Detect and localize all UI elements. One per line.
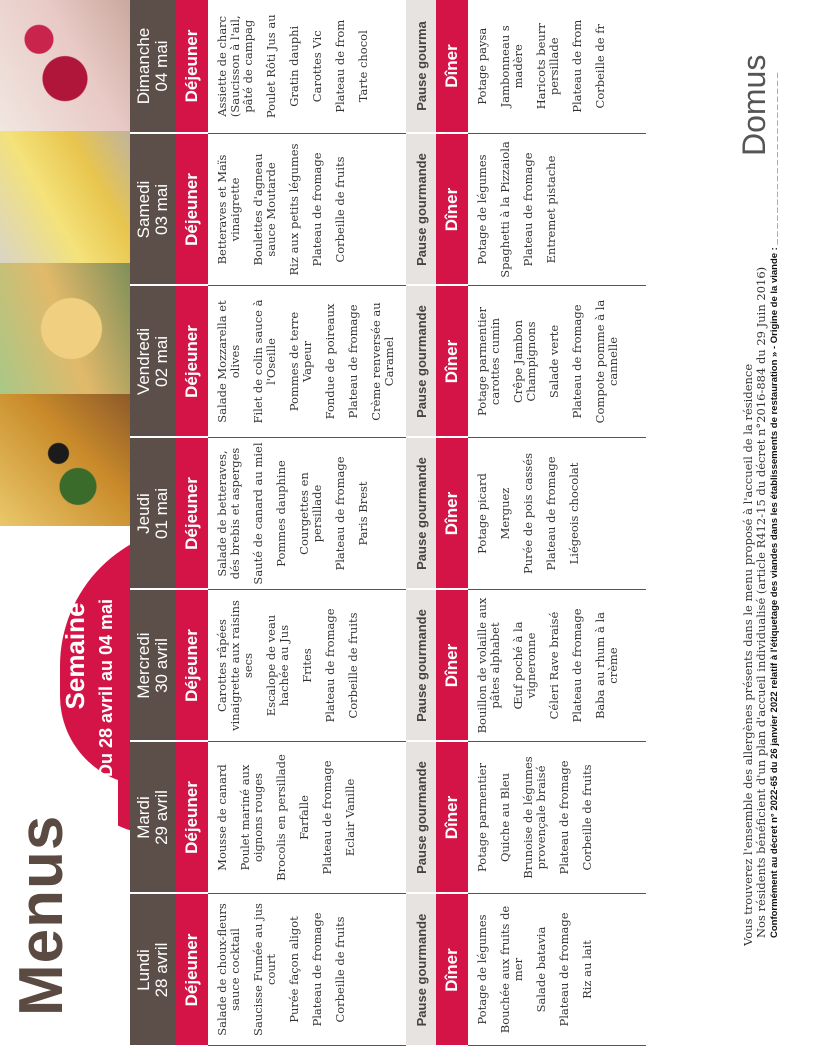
pause-label: Pause gourmande [406,134,436,286]
dish-item: Riz au lait [580,940,594,999]
dish-item: Plateau de fromage [557,912,571,1027]
dish-item: Fondue de poireaux [323,303,337,420]
food-photos [0,0,130,526]
dish-list [208,286,406,438]
dish-item: Brocolis en persillade [274,754,288,881]
pause-label: Pause gourmande [406,438,436,590]
dish-item: Betteraves et Maïs vinaigrette [215,154,242,265]
day-header [130,0,176,134]
meal-header: Dîner [436,134,468,286]
day-name: Vendredi [134,327,153,396]
dish-item: Boulettes d'agneau sauce Moutarde [251,153,278,266]
food-photo-dessert-image [0,0,130,132]
dish-item: Merguez [498,487,512,540]
dish-item: Plateau de fromage [310,912,324,1027]
footer-allergens-note: Vous trouverez l'ensemble des allergènes présents dans le menu proposé à l'accueil de la résidence [741,363,755,946]
dish-item: Œuf poché à la vigneronne [511,621,538,710]
day-date: 29 avril [152,790,171,845]
food-photo-appetizer-image [0,395,130,527]
day-header [130,742,176,894]
meal2-header-row [436,0,468,1046]
dish-item: Compote pomme à la cannelle [593,299,620,424]
food-photo-cheese-image [0,132,130,264]
dish-item: Farfalle [297,795,311,840]
footer-meat-origin-note: Conformément au décret n° 2022-65 du 26 janvier 2022 relatif à l'étiquetage des viandes dans les établissements de restauration » - Origine de la viande : _ _ _ _ _ _ _ _ _ _ _ _ _ _ _ _ _ _ _ _ _ _ [769,72,780,938]
dish-item: Courgettes en persillade [297,472,324,555]
dish-item: Sauté de canard au miel [251,442,265,585]
dish-item: Salade verte [547,324,561,399]
meal-header: Dîner [436,590,468,742]
meal-header: Dîner [436,742,468,894]
dish-item: Quiche au Bleu [498,772,512,863]
dish-item: Carottes râpées vinaigrette aux raisins secs [215,600,255,731]
meal-header: Déjeuner [176,286,208,438]
meal-header: Déjeuner [176,0,208,134]
week-title: Semaine [60,602,90,710]
meal1-dishes-row [208,0,406,1046]
dish-item: Corbeille de fr [593,24,607,109]
dish-item: Potage de légumes [475,154,489,265]
dish-item: Plateau de fromage [570,608,584,723]
day-header [130,134,176,286]
dish-list [468,286,646,438]
dish-item: Plateau de fromage [570,304,584,419]
dish-item: Potage paysa [475,27,489,105]
dish-item: Potage parmentier [475,763,489,872]
dish-item: Pommes dauphine [274,460,288,567]
dish-item: Eclair Vanille [343,778,357,857]
meal-header: Dîner [436,0,468,134]
footer-plan-note: Nos résidents bénéficient d'un plan d'accueil individualisé (article R412-15 du décret n°2016-884 du 29 Juin 2016) [754,266,768,938]
day-date: 03 mai [152,183,171,236]
dish-item: Escalope de veau hachée au Jus [264,614,291,717]
day-date: 01 mai [152,487,171,540]
pause-label: Pause gourmande [406,894,436,1046]
day-date: 02 mai [152,335,171,388]
meal-header: Dîner [436,286,468,438]
dish-item: Bouillon de volaille aux pâtes alphabet [475,597,502,734]
dish-item: Jambonneau s madère [498,25,525,108]
dish-list [208,742,406,894]
dish-item: Purée façon aligot [287,916,301,1023]
day-header [130,894,176,1046]
day-name: Mercredi [134,632,153,699]
dish-item: Potage picard [475,473,489,554]
day-header [130,438,176,590]
dish-list [468,0,646,134]
day-name: Dimanche [134,27,153,105]
meal-header: Déjeuner [176,134,208,286]
dish-item: Riz aux petits légumes [287,143,301,276]
dish-item: Plateau de fromage [346,304,360,419]
dish-item: Plateau de fromage [544,456,558,571]
page-title: Menus [7,814,76,1016]
day-date: 04 mai [152,40,171,92]
dish-item: Salade batavia [534,926,548,1013]
dish-item: Plateau de fromage [310,152,324,267]
pause-label: Pause gourma [406,0,436,134]
dish-item: Mousse de canard [215,764,229,871]
dish-item: Poulet mariné aux oignons rouges [238,764,265,871]
dish-item: Plateau de from [570,19,584,113]
dish-item: Liégeois chocolat [567,462,581,565]
dish-item: Corbeille de fruits [346,612,360,719]
dish-item: Paris Brest [356,481,370,546]
day-date: 28 avril [152,942,171,998]
dish-list [468,742,646,894]
dish-item: Céleri Rave braisé [547,611,561,720]
day-name: Lundi [134,949,153,991]
dish-list [208,134,406,286]
dish-list [208,0,406,134]
meal-header: Dîner [436,894,468,1046]
dish-item: Poulet Rôti Jus au [264,14,278,119]
day-header [130,590,176,742]
dish-item: Plateau de fromage [320,760,334,875]
dish-item: Plateau de fromage [333,456,347,571]
dish-list [468,590,646,742]
dish-item: Potage parmentier carottes cumin [475,307,502,416]
food-photo-pasta-image [0,263,130,395]
dish-item: Baba au rhum à la crème [593,612,620,720]
footer-notes [742,73,781,946]
dish-item: Plateau de from [333,19,347,113]
dish-item: Brunoise de légumes provençale braisé [521,756,548,879]
dish-item: Salade de choux-fleurs sauce cocktail [215,903,242,1036]
meal2-dishes-row [468,0,646,1046]
day-header [130,286,176,438]
dish-item: Corbeille de fruits [333,156,347,263]
dish-item: Salade de betteraves, dés brebis et asperges [215,447,242,580]
dish-item: Tarte chocol [356,30,370,103]
dish-item: Spaghetti à la Pizzaiola [498,141,512,278]
meal1-header-row [176,0,208,1046]
meal-header: Déjeuner [176,742,208,894]
dish-item: Purée de pois cassés [521,452,535,575]
day-date: 30 avril [152,638,171,693]
day-name: Samedi [134,180,153,239]
dish-item: Crème renversée au Caramel [369,302,396,421]
dish-item: Plateau de fromage [521,152,535,267]
pause-row [406,0,436,1046]
dish-item: Crêpe Jambon Champignons [511,320,538,403]
dish-item: Entremet pistache [544,155,558,264]
dish-item: Gratin dauphi [287,25,301,107]
meal-header: Dîner [436,438,468,590]
dish-item: Frites [300,648,314,683]
meal-header: Déjeuner [176,590,208,742]
menu-table [130,0,646,1046]
meal-header: Déjeuner [176,438,208,590]
brand-logo: Domus [736,54,772,156]
dish-item: Potage de légumes [475,914,489,1025]
dish-item: Corbeille de fruits [580,764,594,871]
pause-label: Pause gourmande [406,286,436,438]
dish-item: Carottes Vic [310,30,324,103]
week-range: Du 28 avril au 04 mai [96,598,116,778]
dish-item: Filet de colin sauce à l'Oseille [251,299,278,424]
dish-item: Plateau de fromage [557,760,571,875]
dish-list [208,438,406,590]
dish-list [208,590,406,742]
dish-item: Pommes de terre Vapeur [287,311,314,412]
day-name: Jeudi [134,493,153,534]
pause-label: Pause gourmande [406,590,436,742]
dish-item: Bouchée aux fruits de mer [498,905,525,1034]
dish-list [208,894,406,1046]
dish-list [468,134,646,286]
dish-item: Haricots beurr persillade [534,23,561,110]
dish-item: Corbeille de fruits [333,916,347,1023]
dish-item: Plateau de fromage [323,608,337,723]
dish-item: Saucisse Fumée au jus court [251,903,278,1036]
dish-item: Assiette de charc (Saucisson à l'ail, pâté de campag [215,15,255,118]
day-header-row [130,0,176,1046]
dish-list [468,438,646,590]
meal-header: Déjeuner [176,894,208,1046]
dish-item: Salade Mozzarella et olives [215,300,242,423]
dish-list [468,894,646,1046]
day-name: Mardi [134,796,153,839]
pause-label: Pause gourmande [406,742,436,894]
